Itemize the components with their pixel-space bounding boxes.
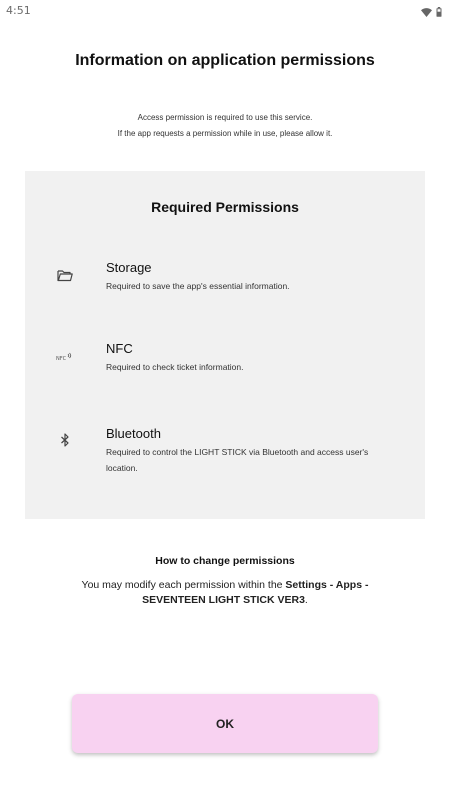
how-to-change-text [50, 578, 400, 608]
permission-description: Required to check ticket information. [106, 362, 244, 372]
ok-button[interactable]: OK [72, 694, 378, 753]
how-to-change-suffix: . [304, 594, 308, 606]
nfc-icon [55, 346, 75, 366]
how-to-change-prefix: You may modify each permission within the [81, 579, 286, 591]
intro-line-2: If the app requests a permission while in use, please allow it. [117, 129, 333, 138]
permission-name: Storage [106, 260, 152, 275]
permission-name: Bluetooth [106, 426, 161, 441]
permission-description: Required to control the LIGHT STICK via Bluetooth and access user's location. [106, 447, 369, 473]
permission-description: Required to save the app's essential information. [106, 281, 290, 291]
required-permissions-title: Required Permissions [151, 199, 299, 215]
bluetooth-icon [55, 430, 75, 450]
intro-text [0, 110, 450, 142]
wifi-icon [421, 4, 432, 22]
folder-icon [55, 265, 75, 285]
required-permissions-card [25, 171, 425, 519]
page-title: Information on application permissions [75, 52, 375, 69]
permission-name: NFC [106, 341, 133, 356]
status-icons [421, 4, 442, 22]
status-bar [0, 0, 450, 22]
battery-icon [436, 4, 442, 22]
intro-line-1: Access permission is required to use this service. [137, 113, 313, 122]
how-to-change-title: How to change permissions [155, 555, 295, 567]
status-time: 4:51 [6, 4, 31, 17]
settings-path: Settings - Apps - SEVENTEEN LIGHT STICK VER3 [142, 579, 369, 606]
svg-text:NFC: NFC [56, 356, 67, 361]
